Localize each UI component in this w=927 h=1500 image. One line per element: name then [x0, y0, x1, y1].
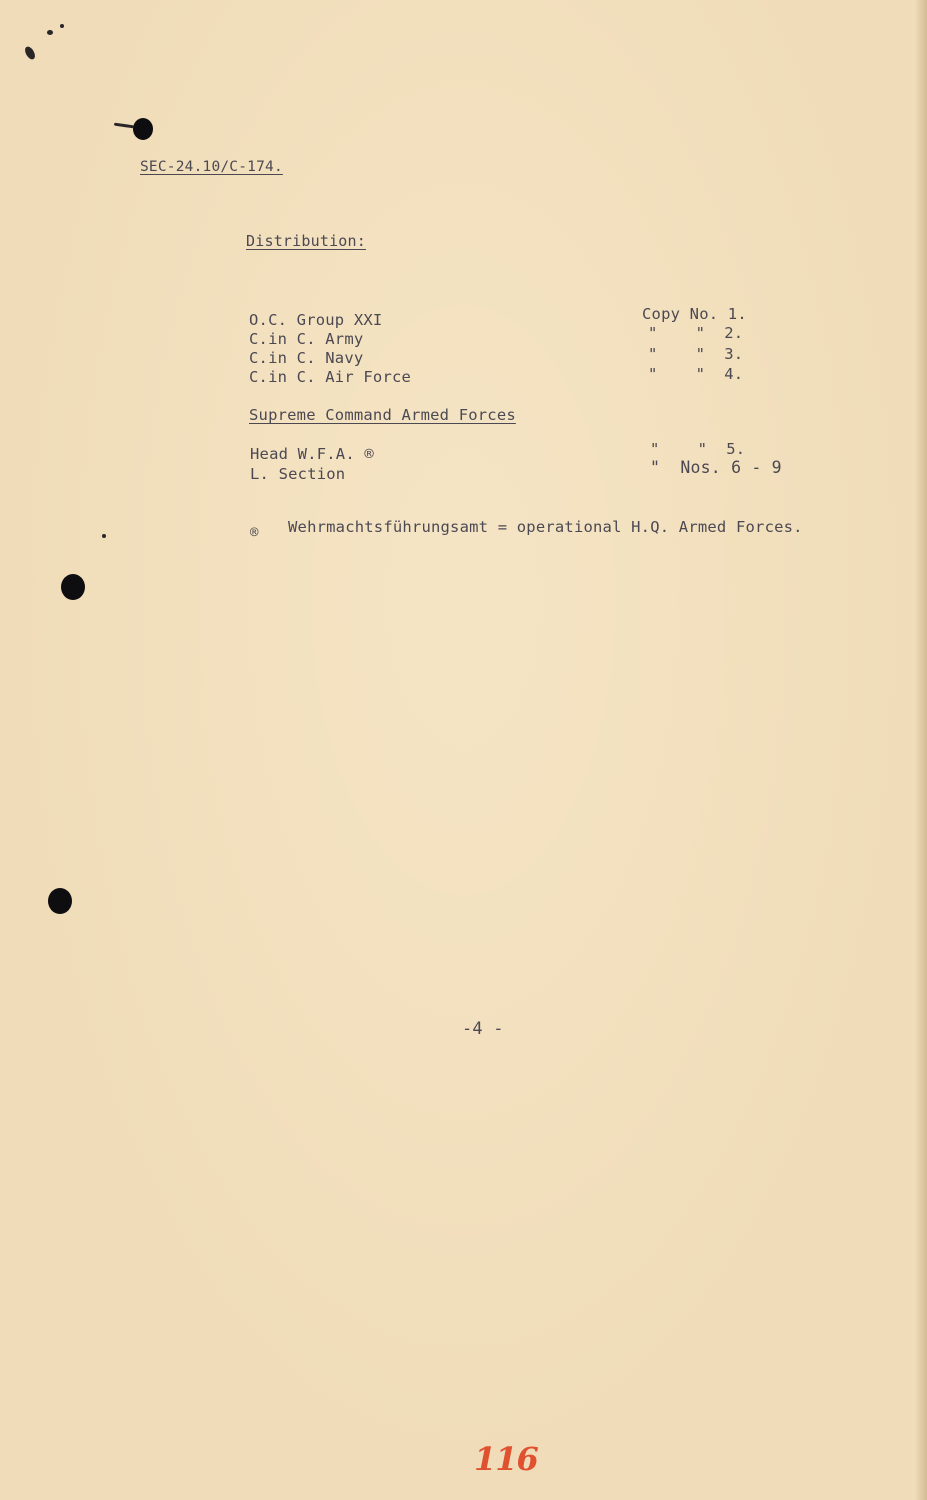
recipient-name: C.in C. Air Force — [249, 368, 412, 386]
document-reference: SEC-24.10/C-174. — [140, 159, 283, 175]
ink-mark-top-left — [23, 45, 37, 61]
page-edge-shadow — [915, 0, 927, 1500]
punch-hole-middle — [61, 574, 85, 600]
ink-mark-top-left-dot — [60, 24, 64, 28]
section-recipient-copy: " Nos. 6 - 9 — [650, 458, 782, 477]
section-heading: Supreme Command Armed Forces — [249, 406, 516, 424]
recipient-name: O.C. Group XXI — [249, 311, 383, 329]
footnote-text: Wehrmachtsführungsamt = operational H.Q. Armed Forces. — [288, 518, 803, 536]
handwritten-folio-number: 116 — [474, 1440, 538, 1478]
section-recipient-copy: " " 5. — [650, 440, 746, 458]
page-number: -4 - — [462, 1019, 504, 1039]
distribution-heading: Distribution: — [246, 232, 366, 250]
ink-dash-near-hole — [114, 123, 134, 129]
recipient-name: C.in C. Navy — [249, 349, 364, 367]
recipient-copy: " " 2. — [648, 324, 744, 342]
recipient-copy: " " 4. — [648, 365, 744, 383]
footnote-marker: ® — [250, 525, 259, 541]
punch-hole-top — [133, 118, 153, 140]
punch-hole-lower — [48, 888, 72, 914]
ink-mark-top-left-small — [47, 30, 53, 35]
section-recipient-name: Head W.F.A. ® — [250, 445, 374, 463]
recipient-copy: Copy No. 1. — [642, 305, 747, 323]
ink-dot-left-margin — [102, 534, 106, 538]
recipient-copy: " " 3. — [648, 345, 744, 363]
section-recipient-name: L. Section — [250, 465, 346, 483]
recipient-name: C.in C. Army — [249, 330, 364, 348]
